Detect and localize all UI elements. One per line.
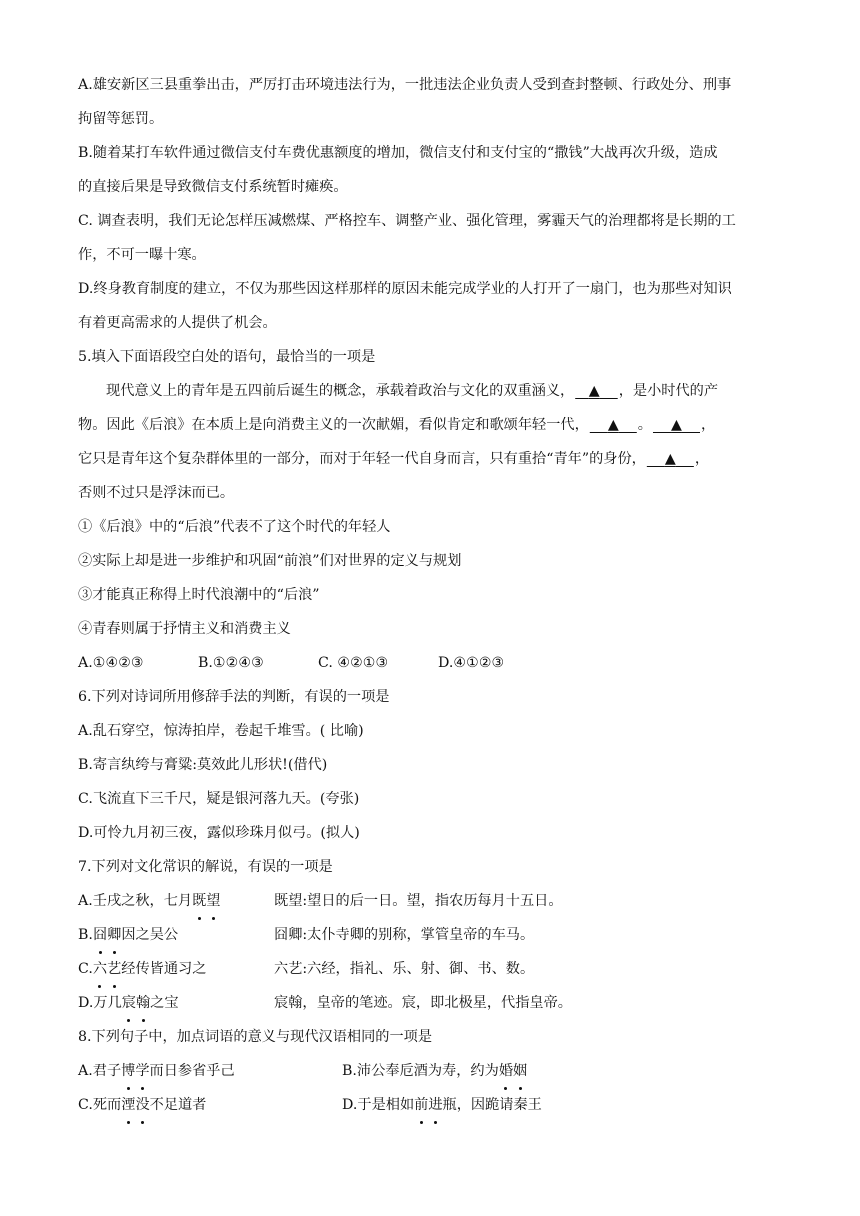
q5-passage-line1	[78, 374, 784, 408]
q5-passage-text: ，是小时代的产	[618, 383, 719, 399]
q4-option-c-line1: C. 调查表明，我们无论怎样压减燃煤、严格控车、调整产业、强化管理，雾霾天气的治理都将是长期的工	[78, 213, 736, 229]
dotted-char: 没	[135, 1088, 149, 1122]
q5-blank-4	[646, 442, 695, 476]
q4-option-d-line2: 有着更高需求的人提供了机会。	[78, 315, 277, 331]
sentence-text: B.	[78, 927, 93, 943]
q5-blank-3	[652, 408, 701, 442]
q8-option-d	[342, 1088, 542, 1122]
q8-options-row-1	[78, 1054, 784, 1088]
sentence-text: D.于是相如	[342, 1097, 415, 1113]
q7-option-c-sentence	[78, 952, 274, 986]
q5-sentence-3: ③才能真正称得上时代浪潮中的“后浪”	[78, 587, 320, 603]
q4-option-d-line1: D.终身教育制度的建立，不仅为那些因这样那样的原因未能完成学业的人打开了一扇门，也为那些对知识	[78, 281, 732, 297]
q8-option-a	[78, 1054, 342, 1088]
dotted-char: 六	[93, 952, 107, 986]
q7-option-b-explanation: 囧卿:太仆寺卿的别称，掌管皇帝的车马。	[274, 927, 535, 943]
q7-option-c-explanation: 六艺:六经，指礼、乐、射、御、书、数。	[274, 961, 535, 977]
q5-blank-2	[589, 408, 638, 442]
exam-page	[78, 68, 784, 1122]
triangle-icon: ▲	[588, 383, 600, 399]
q5-options	[78, 646, 784, 680]
dotted-char: 姻	[513, 1054, 527, 1088]
q7-stem: 7.下列对文化常识的解说，有误的一项是	[78, 859, 333, 875]
dotted-char: 宸	[122, 986, 136, 1020]
q7-option-d-explanation: 宸翰，皇帝的笔迹。宸，即北极星，代指皇帝。	[274, 995, 572, 1011]
dotted-char: 既	[192, 884, 206, 918]
sentence-text: 经传皆通习之	[121, 961, 207, 977]
q5-option-d: D.④①②③	[438, 655, 505, 671]
q5-option-a: A.①④②③	[78, 655, 144, 671]
q5-passage-text: ，	[701, 417, 716, 433]
triangle-icon: ▲	[671, 417, 682, 433]
dotted-char: 望	[206, 884, 220, 918]
q7-option-a	[78, 884, 784, 918]
sentence-text: 之宝	[150, 995, 179, 1011]
q5-sentence-4: ④青春则属于抒情主义和消费主义	[78, 621, 291, 637]
q5-passage-line2	[78, 408, 784, 442]
q5-option-c: C. ④②①③	[318, 655, 389, 671]
q6-option-a: A.乱石穿空，惊涛拍岸，卷起千堆雪。( 比喻)	[78, 723, 364, 739]
q7-option-b	[78, 918, 784, 952]
q8-option-c	[78, 1088, 342, 1122]
sentence-text: A.君子	[78, 1063, 122, 1079]
sentence-text: 因之吴公	[121, 927, 179, 943]
sentence-text: 不足道者	[149, 1097, 207, 1113]
dotted-char: 前	[414, 1088, 428, 1122]
q5-option-b: B.①②④③	[198, 655, 264, 671]
triangle-icon: ▲	[607, 417, 619, 433]
dotted-char: 艺	[107, 952, 121, 986]
sentence-text: C.死而	[78, 1097, 122, 1113]
dotted-char: 博	[121, 1054, 135, 1088]
q7-option-d-sentence	[78, 986, 274, 1020]
q6-option-c: C.飞流直下三千尺，疑是银河落九天。(夸张)	[78, 791, 360, 807]
q5-passage-text: 现代意义上的青年是五四前后诞生的概念，承载着政治与文化的双重涵义，	[106, 383, 575, 399]
q7-option-a-sentence	[78, 884, 274, 918]
q7-option-d	[78, 986, 784, 1020]
sentence-text: 而日参省乎己	[149, 1063, 235, 1079]
q4-option-c-line2: 作，不可一曝十寒。	[78, 247, 206, 263]
q8-options-row-2	[78, 1088, 784, 1122]
sentence-text: A.壬戌之秋，七月	[78, 893, 193, 909]
q8-option-b	[342, 1054, 527, 1088]
q5-blank-1	[574, 374, 619, 408]
dotted-char: 婚	[499, 1054, 513, 1088]
sentence-text: C.	[78, 961, 93, 977]
q7-option-c	[78, 952, 784, 986]
sentence-text: 瓶，因跪请秦王	[442, 1097, 542, 1113]
q5-sentence-2: ②实际上却是进一步维护和巩固“前浪”们对世界的定义与规划	[78, 553, 462, 569]
q7-option-a-explanation: 既望:望日的后一日。望，指农历每月十五日。	[274, 893, 563, 909]
dotted-char: 湮	[121, 1088, 135, 1122]
sentence-text: B.沛公奉卮酒为寿，约为	[342, 1063, 499, 1079]
q4-option-b-line1: B.随着某打车软件通过微信支付车费优惠额度的增加，微信支付和支付宝的“撒钱”大战再次升级，造成	[78, 145, 718, 161]
q4-option-b-line2: 的直接后果是导致微信支付系统暂时瘫痪。	[78, 179, 348, 195]
dotted-char: 囧	[93, 918, 107, 952]
q5-passage-line4: 否则不过只是浮沫而已。	[78, 485, 235, 501]
q5-passage-text: 物。因此《后浪》在本质上是向消费主义的一次献媚，看似肯定和歌颂年轻一代，	[78, 417, 589, 433]
q5-passage-line3	[78, 442, 784, 476]
q5-stem: 5.填入下面语段空白处的语句，最恰当的一项是	[78, 349, 376, 365]
dotted-char: 学	[135, 1054, 149, 1088]
q4-option-a-line1: A.雄安新区三县重拳出击，严厉打击环境违法行为，一批违法企业负责人受到查封整顿、行政处分、刑事	[78, 77, 732, 93]
sentence-text: D.万几	[78, 995, 122, 1011]
q5-passage-text: 它只是青年这个复杂群体里的一部分，而对于年轻一代自身而言，只有重拾“青年”的身份，	[78, 451, 646, 467]
q8-stem: 8.下列句子中，加点词语的意义与现代汉语相同的一项是	[78, 1029, 433, 1045]
q5-passage-text: ，	[694, 451, 710, 467]
triangle-icon: ▲	[664, 451, 676, 467]
dotted-char: 卿	[107, 918, 121, 952]
dotted-char: 进	[428, 1088, 442, 1122]
q4-option-a-line2: 拘留等惩罚。	[78, 111, 164, 127]
dotted-char: 翰	[136, 986, 150, 1020]
q5-passage-text: 。	[637, 417, 652, 433]
q5-sentence-1: ①《后浪》中的“后浪”代表不了这个时代的年轻人	[78, 519, 391, 535]
q6-stem: 6.下列对诗词所用修辞手法的判断，有误的一项是	[78, 689, 390, 705]
q6-option-b: B.寄言纨绔与膏粱:莫效此儿形状!(借代)	[78, 757, 328, 773]
q6-option-d: D.可怜九月初三夜，露似珍珠月似弓。(拟人)	[78, 825, 360, 841]
q7-option-b-sentence	[78, 918, 274, 952]
